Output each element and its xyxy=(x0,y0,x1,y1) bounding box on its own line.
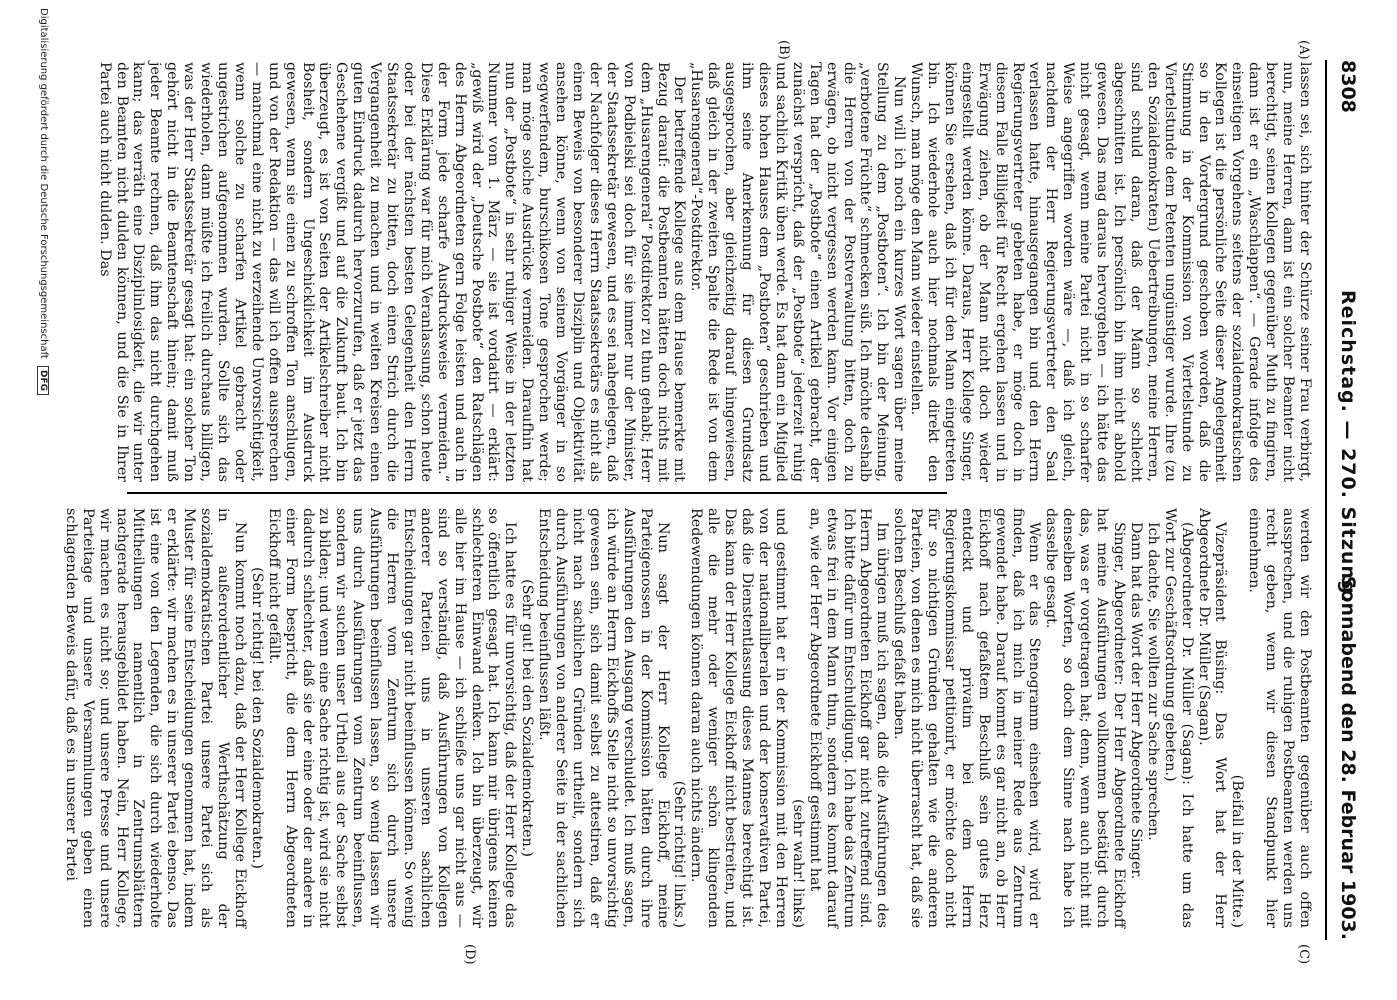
paragraph: und gestimmt hat er in der Kommission mit den Herren von der nationalliberalen und der konservativen Partei, daß die Dienstentlassung dieses Mannes berechtigt ist. Das kann der Herr Kollege Eickhoff nicht bestreiten, und alle die mehr oder weniger schön klingenden Redewendungen können daran auch nichts ändern. xyxy=(688,508,789,928)
margin-marker-c: (C) xyxy=(1296,944,1311,965)
margin-marker-d: (D) xyxy=(462,944,477,965)
paragraph: lassen sei, sich hinter der Schürze seiner Frau verbirgt, nun, meine Herren, dann ist ein solcher Beamter nicht berechtigt, seinen Kollegen gegenüber Muth zu fingiren, dann ist er ein „Waschlappen“. — Gerade infolge des einseitigen Vorgehens seitens der sozialdemokratischen Kollegen ist die persönliche Seite dieser Angelegenheit so in den Vordergrund geschoben worden, daß die Stimmung in der Kommission von Viertelstunde zu Viertelstunde dem Petenten ungünstiger wurde. Ihre (zu den Sozialdemokraten) Uebertreibungen, meine Herren, sind schuld daran, daß der Mann so schlecht abgeschnitten ist. Ich persönlich bin ihm nicht abhold gewesen. Das mag daraus hervorgehen — ich hätte das nicht gesagt, wenn meine Partei nicht in so scharfer Weise angegriffen worden wäre —, daß ich gleich, nachdem der Herr Regierungsvertreter den Saal verlassen hatte, hinausgegangen bin und den Herrn Regierungsvertreter gebeten habe, er möge doch in diesem Falle Billigkeit für Recht ergehen lassen und in Erwägung ziehen, ob der Mann nicht doch wieder eingestellt werden könne. Daraus, Herr Kollege Singer, können Sie ersehen, daß ich für den Mann eingetreten bin. Ich wiederhole auch hier nochmals direkt den Wunsch, man möge den Mann wieder einstellen. xyxy=(908,62,1313,482)
session-title: Reichstag. — 270. Sitzung. xyxy=(1337,290,1359,603)
page-number: 8308 xyxy=(1337,60,1359,113)
paragraph: Dann hat das Wort der Herr Abgeordnete Singer. xyxy=(1127,522,1144,880)
left-column xyxy=(96,62,1313,482)
paragraph: Im übrigen muß ich sagen, daß die Ausführungen des Herrn Abgeordneten Eickhoff gar nicht zutreffend sind. Ich bitte dafür um Entschuldigung. Ich habe das Zentrum etwas frei in dem Mann thun, sondern es kommt darauf an, wie der Herr Abgeordnete Eickhoff gestimmt hat xyxy=(806,508,891,928)
paragraph: (Abgeordneter Dr. Müller (Sagan): Ich hatte um das Wort zur Geschäftsordnung gebeten.) xyxy=(1161,508,1195,928)
paragraph: (sehr wahr! links) xyxy=(789,799,806,928)
paragraph: Wenn er das Stenogramm einsehen wird, wird er finden, daß ich mich in meiner Rede aus Zentrum gewendet habe. Darauf kommt es gar nicht an, ob Herr Eickhoff nach gefaßtem Beschluß sein gutes Herz entdeckt und privatim bei dem Herrn Regierungskommissar petitionirt, er möchte doch nicht für so nichtigen Gründen gehalten wie die anderen Parteien, von denen es mich nicht überrascht hat, daß sie solchen Beschluß gefaßt haben. xyxy=(891,508,1043,928)
paragraph: werden wir den Postbeamten gegenüber auch offen aussprechen, und die ruhigen Postbeamten werden uns recht geben, wenn wir diesen Standpunkt hier einnehmen. xyxy=(1246,508,1313,928)
paragraph: (Beifall in der Mitte.) xyxy=(1229,774,1246,928)
right-column xyxy=(62,508,1313,928)
paragraph: (Sehr richtig! links.) xyxy=(671,780,688,928)
column-divider xyxy=(127,492,947,494)
paragraph: (Sehr richtig! bei den Sozialdemokraten.) xyxy=(248,567,265,869)
session-date: Sonnabend den 28. Februar 1903. xyxy=(1337,575,1359,940)
paragraph: Nun kommt noch dazu, daß der Herr Kollege Eickhoff in außerordentlicher Werthschätzung der sozialdemokratischen Partei unsere Partei sich als Muster für seine Entscheidungen genommen hat, indem er erklärte: wir machen es in unserer Partei ebenso. Das ist eine von den Legenden, die sich durch wiederholte Mittheilungen namentlich in Zentrumsblättern nachgerade herausgebildet haben. Nein, Herr Kollege, wir machen es nicht so; und unsere Presse und unsere Parteitage und unsere Versammlungen geben einen schlagenden Beweis dafür, daß es in unserer Partei xyxy=(62,508,248,928)
page-header xyxy=(1325,60,1367,940)
paragraph: Nun sagt der Herr Kollege Eickhoff, meine Parteigenossen in der Kommission hätten durch ihre Ausführungen den Ausgang verschuldet. Ich muß sagen, ich würde an Herrn Eickhoffs Stelle nicht so unvorsichtig gewesen sein, sich damit selbst zu attestiren, daß er nicht nach sachlichen Gründen urtheilt, sondern sich durch Ausführungen von anderer Seite in der sachlichen Entscheidung beeinflussen läßt. xyxy=(536,508,671,928)
paragraph: Ich hatte es für unvorsichtig, daß der Herr Kollege das so öffentlich gesagt hat. Ich kann mir übrigens keinen schlechteren Einwand denken. Ich bin überzeugt, wir alle hier im Hause — ich schließe uns gar nicht aus — sind so verständig, daß Ausführungen von Kollegen anderer Parteien uns in unseren sachlichen Entscheidungen gar nicht beeinflussen können. So wenig die Herren vom Zentrum sich durch unsere Ausführungen beeinflussen lassen, so wenig lassen wir uns durch Ausführungen vom Zentrum beeinflussen, sondern wir suchen unser Urtheil aus der Sache selbst zu bilden; und wenn eine Sache richtig ist, wird sie nicht dadurch schlechter, daß sie der eine oder der andere in einer Form bespricht, die dem Herrn Abgeordneten Eickhoff nicht gefällt. xyxy=(265,508,519,928)
margin-marker-a: (A) xyxy=(1296,40,1311,60)
paragraph: (Sehr gut! bei den Sozialdemokraten.) xyxy=(519,579,536,857)
paragraph: Der betreffende Kollege aus dem Hause bemerkte mit Bezug darauf: die Postbeamten hätten doch nichts mit dem „Husarengeneral“ Postdirektor zu thun gehabt; Herr von Podbielski sei doch für sie immer nur der Minister, der Staatssekretär gewesen, und es sei nahegelegen, daß der Nachfolger dieses Herrn Staatssekretärs es nicht als einen Beweis von besonderer Disziplin und Objektivität ansehen könne, wenn von seinem Vorgänger in so wegwerfendem, burschikosen Tone gesprochen werde; man möge solche Ausdrücke vermeiden. Daraufhin hat nun der „Postbote“ in sehr ruhiger Weise in der letzten Nummer vom 1. März — sie ist vordatirt — erklärt: „gewiß wird der „Deutsche Postbote“ den Ratschlägen des Herrn Abgeordneten gern Folge leisten und auch in der Form jede scharfe Ausdrucksweise vermeiden.“ Diese Erklärung war für mich Veranlassung, schon heute oder bei der nächsten besten Gelegenheit den Herrn Staatssekretär zu bitten, doch einen Strich durch die Vergangenheit zu machen und in weiten Kreisen einen guten Eindruck dadurch hervorzurufen, daß er jetzt das Geschehene vergißt und auf die Zukunft baut. Ich bin überzeugt, es ist von Seiten der Artikelschreiber nicht Bosheit, sondern Ungeschicklichkeit im Ausdruck gewesen, wenn sie einen zu schroffen Ton anschlugen, und von der Redaktion — das will ich offen aussprechen — manchmal eine nicht zu verzeihende Unvorsichtigkeit, wenn solche zu scharfen Artikel gebracht oder ungestrichen aufgenommen wurden. Sollte sich das wiederholen, dann müßte ich freilich durchaus billigen, was der Herr Staatssekretär gesagt hat: ein solcher Ton gehört nicht in die Beamtenschaft hinein; damit muß jeder Beamte rechnen, daß ihm das nicht durchgehen kann; das verräth eine Disziplinlosigkeit, die wir unter den Beamten nicht dulden können, und die Sie in Ihrer Partei auch nicht dulden. Das xyxy=(96,62,688,482)
paragraph: Ich dachte, Sie wollten zur Sache sprechen. xyxy=(1144,522,1161,841)
paragraph: Vizepräsident Büsing: Das Wort hat der Herr Abgeordnete Dr. Müller (Sagan). xyxy=(1195,508,1229,928)
paragraph: Nun will ich noch ein kurzes Wort sagen über meine Stellung zu dem „Postboten“. Ich bin der Meinung, „verbotene Früchte“ schmecken süß. Ich möchte deshalb die Herren von der Postverwaltung bitten, doch zu erwägen, ob nicht vergessen werden kann. Vor einigen Tagen hat der „Postbote“ einen Artikel gebracht, der zunächst verspricht, daß der „Postbote“ jederzeit ruhig und sachlich Kritik üben werde. Es hat dann ein Mitglied dieses hohen Hauses dem „Postboten“ geschrieben und ihm seine Anerkennung für diesen Grundsatz ausgesprochen, aber gleichzeitig darauf hingewiesen, daß gleich in der zweiten Spalte die Rede ist von dem „Husarengeneral“-Postdirektor. xyxy=(688,62,908,482)
footer-text: Digitalisierung gefördert durch die Deutsche Forschungsgemeinschaft xyxy=(38,8,49,359)
paragraph: Singer, Abgeordneter: Der Herr Abgeordnete Eickhoff hat meine Ausführungen vollkommen bestätigt durch das, was er vorgetragen hat; denn, wenn auch nicht mit denselben Worten, so doch dem Sinne nach habe ich dasselbe gesagt. xyxy=(1043,508,1128,928)
dfg-logo: DFG xyxy=(37,366,49,395)
margin-marker-b: (B) xyxy=(776,40,791,60)
digitization-footer xyxy=(37,8,49,988)
